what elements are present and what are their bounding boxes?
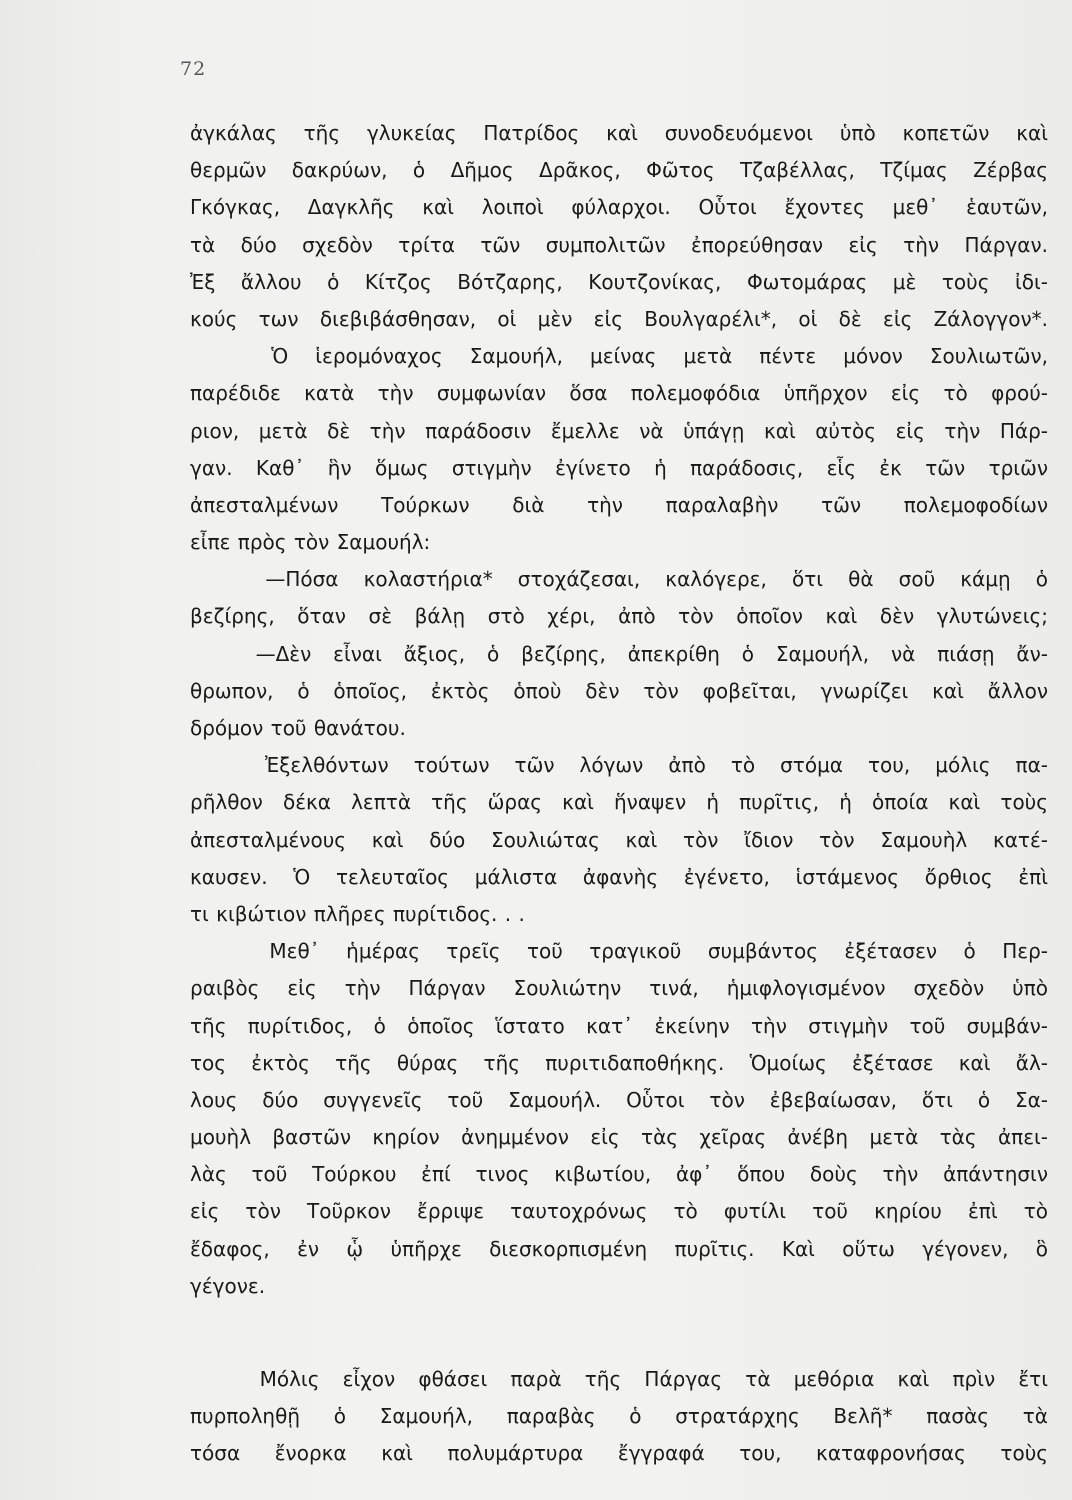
text-line: ραιβὸς εἰς τὴν Πάργαν Σουλιώτην τινά, ἡμιφλογισμένον σχεδὸν ὑπὸ — [190, 976, 1048, 1001]
text-line: Ἐξ ἄλλου ὁ Κίτζος Βότζαρης, Κουτζονίκας, Φωτομάρας μὲ τοὺς ἰδι- — [190, 269, 1048, 294]
page-number: 72 — [180, 58, 207, 80]
text-line: τος ἐκτὸς τῆς θύρας τῆς πυριτιδαποθήκης. Ὁμοίως ἐξέτασε καὶ ἄλ- — [190, 1050, 1048, 1075]
text-line: θερμῶν δακρύων, ὁ Δῆμος Δρᾶκος, Φῶτος Τζαβέλλας, Τζίμας Ζέρβας — [190, 158, 1048, 183]
text-line: βεζίρης, ὅταν σὲ βάλῃ στὸ χέρι, ἀπὸ τὸν ὁποῖον καὶ δὲν γλυτώνεις; — [190, 604, 1048, 629]
text-line: ἔδαφος, ἐν ᾧ ὑπῆρχε διεσκορπισμένη πυρῖτις. Καὶ οὕτω γέγονεν, ὃ — [190, 1236, 1048, 1261]
text-line: ἀγκάλας τῆς γλυκείας Πατρίδος καὶ συνοδευόμενοι ὑπὸ κοπετῶν καὶ — [190, 121, 1048, 145]
text-line: Μόλις εἶχον φθάσει παρὰ τῆς Πάργας τὰ μεθόρια καὶ πρὶν ἔτι — [190, 1367, 1048, 1391]
text-line: τὰ δύο σχεδὸν τρίτα τῶν συμπολιτῶν ἐπορεύθησαν εἰς τὴν Πάργαν. — [190, 232, 1048, 257]
text-line: μουὴλ βαστῶν κηρίον ἀνημμένον εἰς τὰς χεῖρας ἀνέβη μετὰ τὰς ἀπει- — [190, 1125, 1048, 1150]
text-line: εἰς τὸν Τοῦρκον ἔρριψε ταυτοχρόνως τὸ φυτίλι τοῦ κηρίου ἐπὶ τὸ — [190, 1199, 1048, 1224]
text-line: θρωπον, ὁ ὁποῖος, ἐκτὸς ὁποὺ δὲν τὸν φοβεῖται, γνωρίζει καὶ ἄλλον — [190, 678, 1048, 703]
text-line: τόσα ἔνορκα καὶ πολυμάρτυρα ἔγγραφά του, καταφρονήσας τοὺς — [190, 1441, 1048, 1466]
text-line: λὰς τοῦ Τούρκου ἐπί τινος κιβωτίου, ἀφ᾿ ὅπου δοὺς τὴν ἀπάντησιν — [190, 1162, 1048, 1187]
text-line: —Δὲν εἶναι ἄξιος, ὁ βεζίρης, ἀπεκρίθη ὁ Σαμουήλ, νὰ πιάσῃ ἄν- — [190, 641, 1048, 666]
text-line: ἀπεσταλμένους καὶ δύο Σουλιώτας καὶ τὸν ἴδιον τὸν Σαμουὴλ κατέ- — [190, 827, 1048, 852]
paragraph-gap — [190, 1305, 1050, 1361]
text-line: πυρποληθῇ ὁ Σαμουήλ, παραβὰς ὁ στρατάρχης Βελῆ* πασὰς τὰ — [190, 1404, 1048, 1429]
text-line: ρῆλθον δέκα λεπτὰ τῆς ὥρας καὶ ἥναψεν ἡ πυρῖτις, ἡ ὁποία καὶ τοὺς — [190, 790, 1048, 815]
text-line: τῆς πυρίτιδος, ὁ ὁποῖος ἵστατο κατ᾿ ἐκείνην τὴν στιγμὴν τοῦ συμβάν- — [190, 1013, 1048, 1038]
text-line: παρέδιδε κατὰ τὴν συμφωνίαν ὅσα πολεμοφόδια ὑπῆρχον εἰς τὸ φρού- — [190, 381, 1048, 406]
text-line: ἀπεσταλμένων Τούρκων διὰ τὴν παραλαβὴν τῶν πολεμοφοδίων — [190, 492, 1048, 517]
text-line: Μεθ᾿ ἡμέρας τρεῖς τοῦ τραγικοῦ συμβάντος ἐξέτασεν ὁ Περ- — [190, 939, 1048, 964]
text-line: λους δύο συγγενεῖς τοῦ Σαμουήλ. Οὗτοι τὸν ἐβεβαίωσαν, ὅτι ὁ Σα- — [190, 1087, 1048, 1112]
text-line: καυσεν. Ὁ τελευταῖος μάλιστα ἀφανὴς ἐγένετο, ἱστάμενος ὄρθιος ἐπὶ — [190, 864, 1048, 889]
text-line: Γκόγκας, Δαγκλῆς καὶ λοιποὶ φύλαρχοι. Οὗτοι ἔχοντες μεθ᾿ ἑαυτῶν, — [190, 195, 1048, 220]
text-line: Ἐξελθόντων τούτων τῶν λόγων ἀπὸ τὸ στόμα του, μόλις πα- — [190, 753, 1048, 778]
text-line: Ὁ ἱερομόναχος Σαμουήλ, μείνας μετὰ πέντε μόνον Σουλιωτῶν, — [190, 344, 1048, 369]
text-line: εἶπε πρὸς τὸν Σαμουήλ: — [190, 530, 431, 555]
text-line: τι κιβώτιον πλῆρες πυρίτιδος. . . — [190, 901, 525, 926]
text-line: ριον, μετὰ δὲ τὴν παράδοσιν ἔμελλε νὰ ὑπάγῃ καὶ αὐτὸς εἰς τὴν Πάρ- — [190, 418, 1048, 443]
text-line: δρόμον τοῦ θανάτου. — [190, 716, 406, 740]
text-line: γαν. Καθ᾿ ἣν ὅμως στιγμὴν ἐγίνετο ἡ παράδοσις, εἷς ἐκ τῶν τριῶν — [190, 455, 1048, 480]
text-line: κούς των διεβιβάσθησαν, οἱ μὲν εἰς Βουλγαρέλι*, οἱ δὲ εἰς Ζάλογγον*. — [190, 306, 1048, 331]
text-line: —Πόσα κολαστήρια* στοχάζεσαι, καλόγερε, ὅτι θὰ σοῦ κάμῃ ὁ — [190, 567, 1048, 592]
text-line: γέγονε. — [190, 1273, 266, 1298]
body-text — [190, 115, 1050, 1473]
